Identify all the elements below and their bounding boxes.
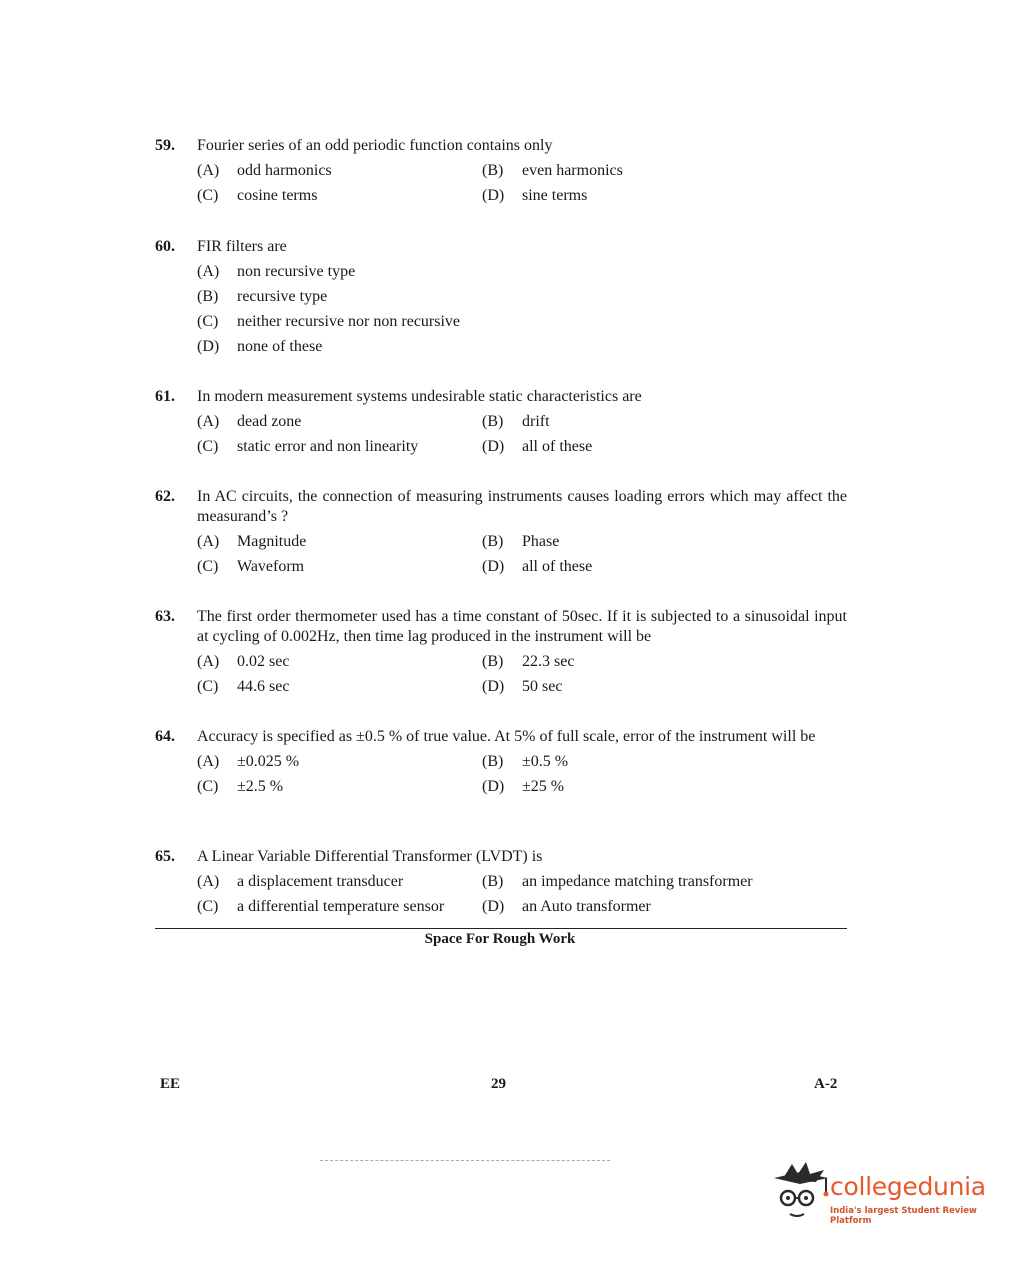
question-64	[155, 727, 847, 802]
collegedunia-logo[interactable]	[770, 1158, 1000, 1226]
option-a: (A) dead zone	[197, 413, 302, 430]
scan-artifact-line	[320, 1160, 610, 1161]
question-number: 63.	[155, 608, 175, 625]
divider	[155, 928, 847, 929]
option-b: (B) drift	[482, 413, 550, 430]
question-text: The first order thermometer used has a time constant of 50sec. If it is subjected to a sinusoidal input at cycling of 0.002Hz, then time lag produced in the instrument will be	[197, 608, 847, 645]
option-a: (A) Magnitude	[197, 533, 307, 550]
option-c: (C) cosine terms	[197, 187, 318, 204]
question-text: FIR filters are	[197, 238, 287, 255]
logo-brand: collegedunia	[830, 1172, 986, 1201]
question-number: 65.	[155, 848, 175, 865]
option-c: (C) neither recursive nor non recursive	[197, 313, 461, 330]
option-b: (B) recursive type	[197, 288, 328, 305]
question-number: 59.	[155, 137, 175, 154]
page-number: 29	[491, 1076, 506, 1092]
options	[197, 412, 847, 462]
option-b: (B) 22.3 sec	[482, 653, 575, 670]
question-text: Fourier series of an odd periodic function contains only	[197, 137, 553, 154]
option-d: (D) all of these	[482, 558, 593, 575]
logo-tagline: India's largest Student Review Platform	[830, 1206, 977, 1226]
options	[197, 532, 847, 582]
options	[197, 652, 847, 702]
option-b: (B) Phase	[482, 533, 560, 550]
option-a: (A) non recursive type	[197, 263, 356, 280]
options	[197, 262, 847, 362]
question-number: 64.	[155, 728, 175, 745]
option-d: (D) all of these	[482, 438, 593, 455]
question-text: In modern measurement systems undesirable static characteristics are	[197, 388, 642, 405]
question-text: A Linear Variable Differential Transformer (LVDT) is	[197, 848, 543, 865]
option-a: (A) ±0.025 %	[197, 753, 300, 770]
option-c: (C) Waveform	[197, 558, 305, 575]
question-text: Accuracy is specified as ±0.5 % of true value. At 5% of full scale, error of the instrument will be	[197, 728, 816, 745]
option-b: (B) an impedance matching transformer	[482, 873, 753, 890]
option-c: (C) static error and non linearity	[197, 438, 419, 455]
option-b: (B) even harmonics	[482, 162, 623, 179]
question-65	[155, 847, 847, 922]
options	[197, 872, 847, 922]
question-number: 61.	[155, 388, 175, 405]
options	[197, 752, 847, 802]
question-60	[155, 237, 847, 362]
option-d: (D) an Auto transformer	[482, 898, 651, 915]
option-a: (A) 0.02 sec	[197, 653, 290, 670]
options	[197, 161, 847, 211]
option-d: (D) none of these	[197, 338, 323, 355]
question-number: 62.	[155, 488, 175, 505]
option-c: (C) a differential temperature sensor	[197, 898, 445, 915]
question-63	[155, 607, 847, 702]
option-d: (D) 50 sec	[482, 678, 563, 695]
option-c: (C) 44.6 sec	[197, 678, 290, 695]
rough-work-heading: Space For Rough Work	[424, 931, 576, 947]
option-d: (D) sine terms	[482, 187, 588, 204]
question-61	[155, 387, 847, 462]
option-d: (D) ±25 %	[482, 778, 565, 795]
mascot-icon	[770, 1158, 830, 1226]
footer-right: A-2	[814, 1076, 838, 1092]
option-b: (B) ±0.5 %	[482, 753, 569, 770]
question-59	[155, 136, 847, 211]
option-a: (A) a displacement transducer	[197, 873, 404, 890]
footer-left: EE	[160, 1076, 181, 1092]
option-a: (A) odd harmonics	[197, 162, 332, 179]
option-c: (C) ±2.5 %	[197, 778, 284, 795]
question-62	[155, 487, 847, 582]
question-text: In AC circuits, the connection of measuring instruments causes loading errors which may affect the measurand’s ?	[197, 488, 847, 525]
question-number: 60.	[155, 238, 175, 255]
